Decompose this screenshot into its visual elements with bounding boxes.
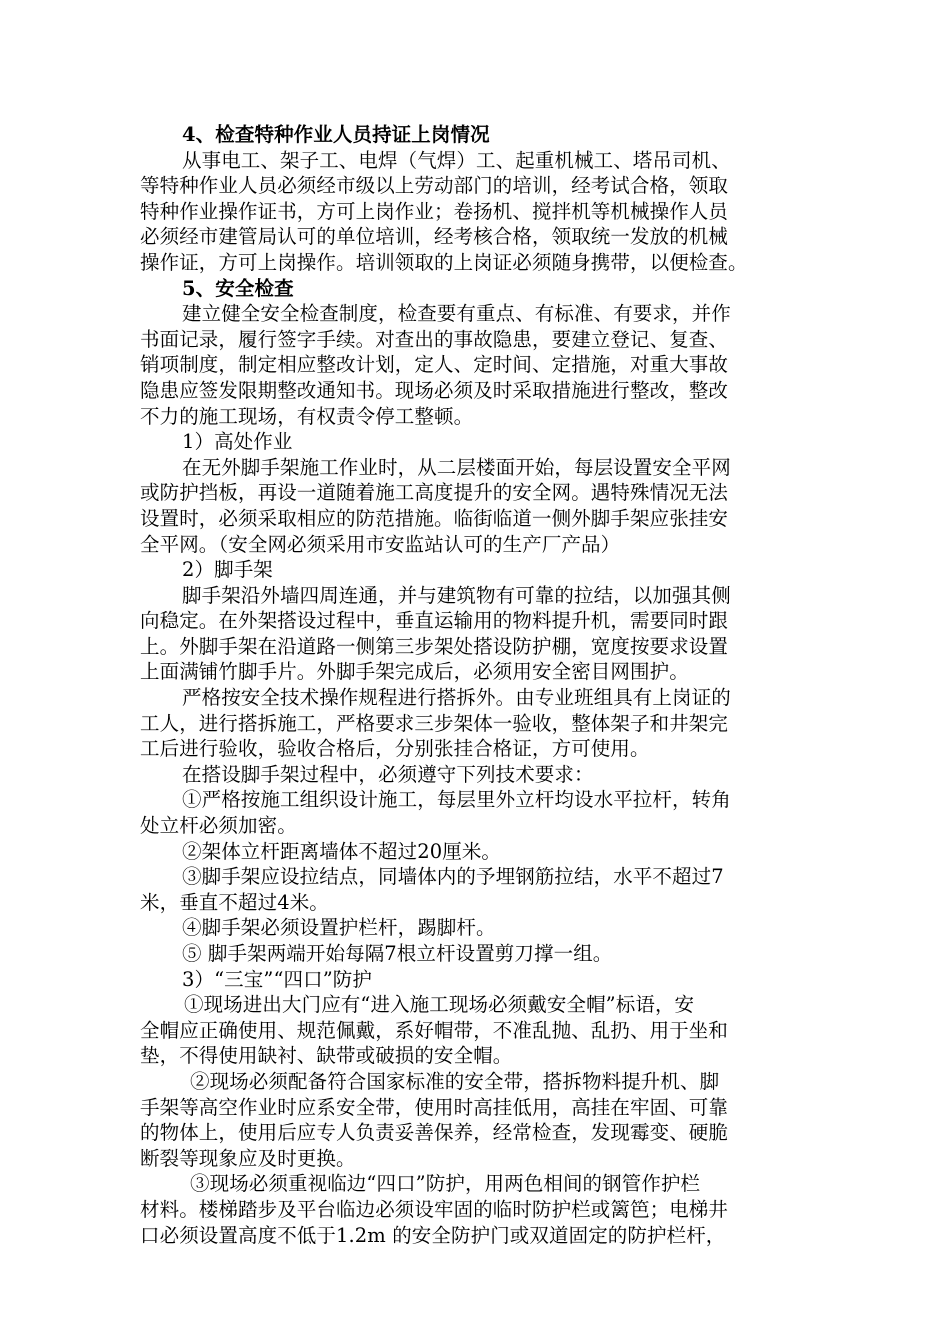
text-line: 材料。楼梯踏步及平台临边必须设牢固的临时防护栏或篱笆；电梯井: [140, 1197, 729, 1221]
text-line: 建立健全安全检查制度，检查要有重点、有标准、有要求，并作: [182, 302, 731, 326]
text-line: ②架体立杆距离墙体不超过20厘米。: [182, 839, 502, 863]
text-line: 全帽应正确使用、规范佩戴，系好帽带，不准乱抛、乱扔、用于坐和: [140, 1018, 729, 1042]
text-line: ④脚手架必须设置护栏杆，踢脚杆。: [182, 916, 496, 940]
text-line: 口必须设置高度不低于1.2m 的安全防护门或双道固定的防护栏杆，: [140, 1223, 726, 1247]
text-line: 从事电工、架子工、电焊（气焊）工、起重机械工、塔吊司机、: [182, 148, 731, 172]
text-line: 向稳定。在外架搭设过程中，垂直运输用的物料提升机，需要同时跟: [140, 609, 729, 633]
text-line: 工人，进行搭拆施工，严格要求三步架体一验收，整体架子和井架完: [140, 711, 729, 735]
text-line: 销项制度，制定相应整改计划，定人、定时间、定措施，对重大事故: [140, 353, 729, 377]
text-line: ⑤ 脚手架两端开始每隔7根立杆设置剪刀撑一组。: [182, 942, 613, 965]
text-line: 特种作业操作证书，方可上岗作业；卷扬机、搅拌机等机械操作人员: [140, 199, 729, 223]
text-line: 书面记录，履行签字手续。对查出的事故隐患，要建立登记、复查、: [140, 327, 729, 351]
text-line: ②现场必须配备符合国家标准的安全带，搭拆物料提升机、脚: [190, 1069, 720, 1093]
text-line: 上面满铺竹脚手片。外脚手架完成后，必须用安全密目网围护。: [140, 660, 689, 684]
text-line: 手架等高空作业时应系安全带，使用时高挂低用，高挂在牢固、可靠: [140, 1095, 729, 1119]
text-line: 脚手架沿外墙四周连通，并与建筑物有可靠的拉结，以加强其侧: [182, 583, 731, 607]
text-line: 设置时，必须采取相应的防范措施。临街临道一侧外脚手架应张挂安: [140, 506, 729, 530]
text-line: 断裂等现象应及时更换。: [140, 1146, 356, 1170]
text-line: 不力的施工现场，有权责令停工整顿。: [140, 404, 474, 428]
text-line: 2）脚手架: [182, 558, 273, 582]
document-body: [140, 122, 820, 1248]
text-line: 处立杆必须加密。: [140, 814, 297, 838]
section-heading: 4、检查特种作业人员持证上岗情况: [182, 123, 490, 146]
text-line: 在搭设脚手架过程中，必须遵守下列技术要求：: [182, 762, 594, 786]
text-line: 严格按安全技术操作规程进行搭拆外。由专业班组具有上岗证的: [182, 686, 731, 710]
text-line: 米，垂直不超过4米。: [140, 890, 329, 914]
text-line: ③脚手架应设拉结点，同墙体内的予埋钢筋拉结，水平不超过7: [182, 865, 724, 889]
text-line: ①现场进出大门应有“进入施工现场必须戴安全帽”标语，安: [184, 993, 695, 1017]
text-line: 操作证，方可上岗操作。培训领取的上岗证必须随身携带，以便检查。: [140, 250, 748, 274]
text-line: 3）“三宝”“四口”防护: [182, 967, 372, 991]
text-line: 等特种作业人员必须经市级以上劳动部门的培训，经考试合格，领取: [140, 174, 729, 198]
text-line: 1）高处作业: [182, 430, 293, 454]
text-line: 的物体上，使用后应专人负责妥善保养，经常检查，发现霉变、硬脆: [140, 1121, 729, 1145]
text-line: 隐患应签发限期整改通知书。现场必须及时采取措施进行整改，整改: [140, 378, 729, 402]
text-line: ③现场必须重视临边“四口”防护，用两色相间的钢管作护栏: [190, 1172, 701, 1196]
text-line: 全平网。（安全网必须采用市安监站认可的生产厂产品）: [140, 532, 621, 556]
text-line: 上。外脚手架在沿道路一侧第三步架处搭设防护棚，宽度按要求设置: [140, 634, 729, 658]
text-line: 必须经市建管局认可的单位培训，经考核合格，领取统一发放的机械: [140, 225, 729, 249]
text-line: 垫，不得使用缺衬、缺带或破损的安全帽。: [140, 1044, 513, 1068]
text-line: ①严格按施工组织设计施工，每层里外立杆均设水平拉杆，转角: [182, 788, 731, 812]
text-line: 或防护挡板，再设一道随着施工高度提升的安全网。遇特殊情况无法: [140, 481, 729, 505]
text-line: 工后进行验收，验收合格后，分别张挂合格证，方可使用。: [140, 737, 650, 761]
text-line: 在无外脚手架施工作业时，从二层楼面开始，每层设置安全平网: [182, 455, 731, 479]
section-heading: 5、安全检查: [182, 276, 294, 300]
